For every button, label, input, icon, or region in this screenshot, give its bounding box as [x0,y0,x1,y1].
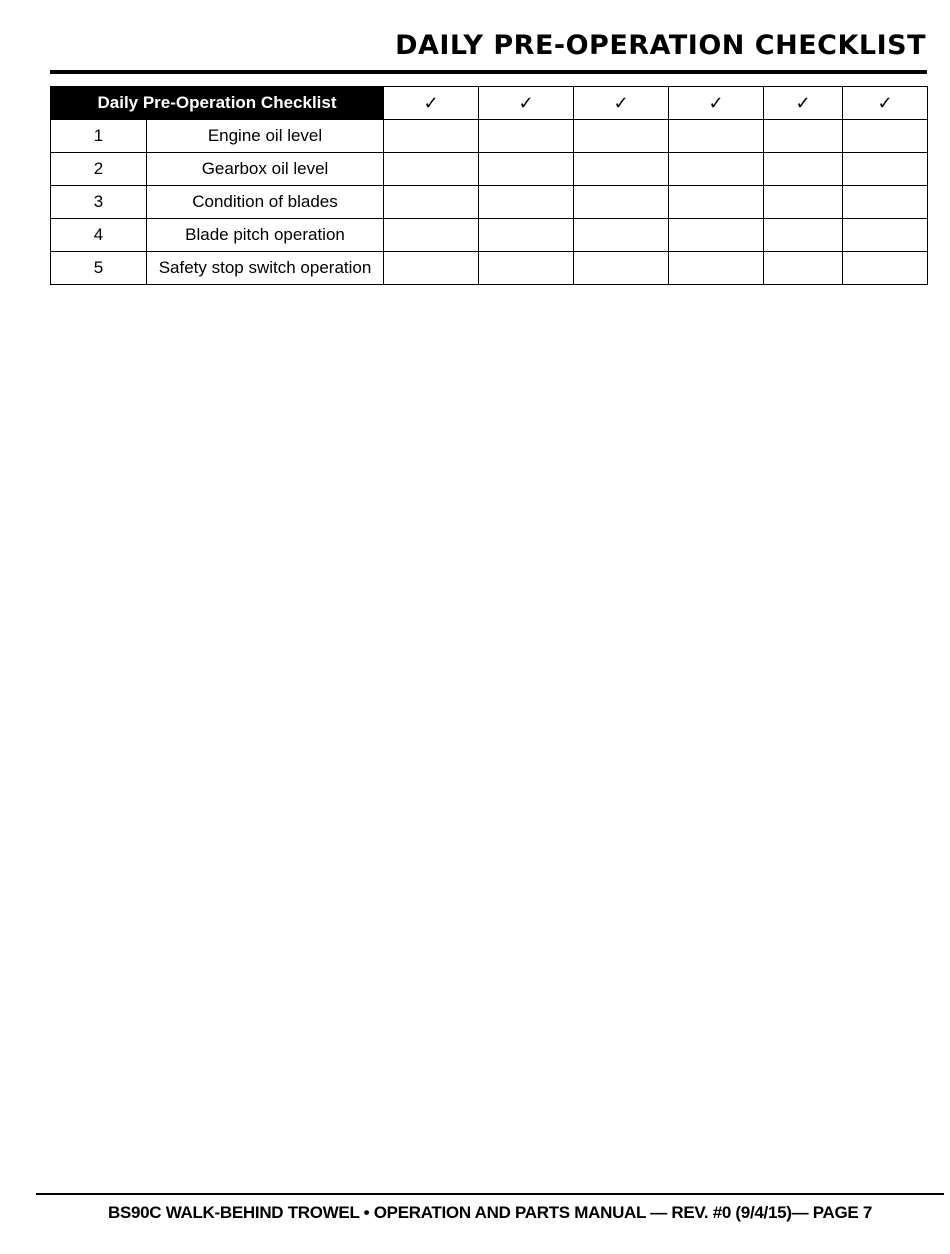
check-column-header: ✓ [764,87,843,120]
check-cell[interactable] [764,252,843,285]
check-cell[interactable] [764,120,843,153]
check-cell[interactable] [669,120,764,153]
item-label: Gearbox oil level [147,153,384,186]
item-number: 1 [51,120,147,153]
check-cell[interactable] [669,252,764,285]
item-label: Condition of blades [147,186,384,219]
check-column-header: ✓ [669,87,764,120]
check-cell[interactable] [479,219,574,252]
check-cell[interactable] [669,219,764,252]
check-cell[interactable] [479,186,574,219]
title-divider [50,70,927,74]
check-cell[interactable] [764,153,843,186]
check-cell[interactable] [843,120,928,153]
item-number: 3 [51,186,147,219]
check-cell[interactable] [843,252,928,285]
check-cell[interactable] [479,120,574,153]
check-column-header: ✓ [843,87,928,120]
table-row [51,252,928,285]
page-footer: BS90C WALK-BEHIND TROWEL • OPERATION AND PARTS MANUAL — REV. #0 (9/4/15)— PAGE 7 [107,1203,873,1222]
checklist-heading: Daily Pre-Operation Checklist [51,87,384,120]
check-cell[interactable] [669,186,764,219]
check-cell[interactable] [574,120,669,153]
check-column-header: ✓ [574,87,669,120]
checklist-table [50,86,928,285]
check-cell[interactable] [479,153,574,186]
item-number: 5 [51,252,147,285]
checklist-header-row [51,87,928,120]
table-row [51,219,928,252]
check-cell[interactable] [574,219,669,252]
check-cell[interactable] [384,186,479,219]
check-cell[interactable] [574,153,669,186]
check-column-header: ✓ [479,87,574,120]
item-number: 4 [51,219,147,252]
check-cell[interactable] [384,153,479,186]
check-cell[interactable] [384,252,479,285]
check-cell[interactable] [843,219,928,252]
check-cell[interactable] [384,120,479,153]
check-cell[interactable] [574,252,669,285]
footer-divider [36,1193,944,1195]
check-column-header: ✓ [384,87,479,120]
check-cell[interactable] [384,219,479,252]
item-label: Safety stop switch operation [147,252,384,285]
check-cell[interactable] [843,153,928,186]
check-cell[interactable] [764,186,843,219]
item-number: 2 [51,153,147,186]
check-cell[interactable] [669,153,764,186]
check-cell[interactable] [843,186,928,219]
check-cell[interactable] [764,219,843,252]
item-label: Engine oil level [147,120,384,153]
check-cell[interactable] [574,186,669,219]
table-row [51,120,928,153]
item-label: Blade pitch operation [147,219,384,252]
page-title: DAILY PRE-OPERATION CHECKLIST [395,30,926,61]
check-cell[interactable] [479,252,574,285]
table-row [51,186,928,219]
table-row [51,153,928,186]
